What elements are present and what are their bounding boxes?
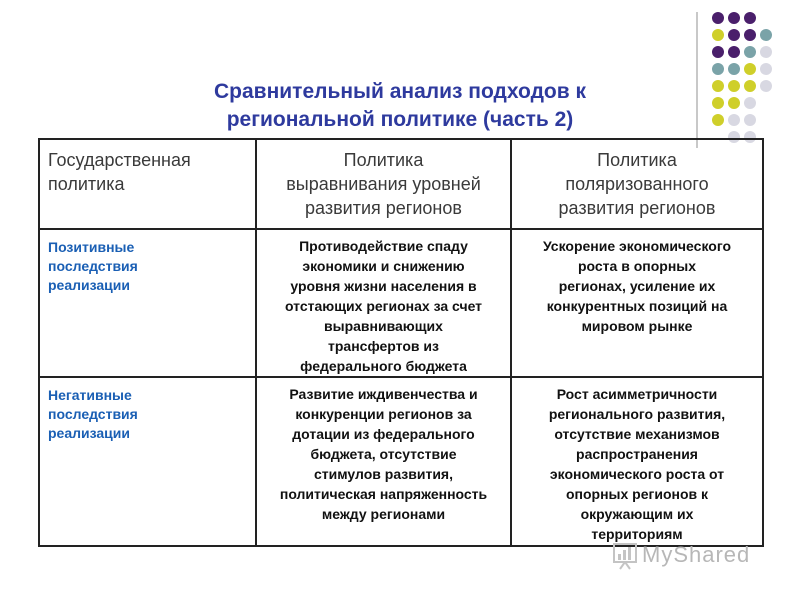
header-text: Политика [343, 150, 424, 170]
cell-text-line: конкуренции регионов за [295, 406, 472, 422]
cell-text-line: политическая напряженность [279, 486, 488, 502]
decorative-dot [728, 63, 740, 75]
cell-text-line: распространения [576, 446, 698, 462]
cell-text-line: стимулов развития, [314, 466, 453, 482]
header-text: политика [48, 174, 125, 194]
cell-text-line: отстающих регионах за счет [284, 298, 483, 314]
decorative-dot [760, 46, 772, 58]
cell-text-line: регионах, усиление их [558, 278, 716, 294]
cell-text-line: федерального бюджета [300, 358, 467, 374]
cell-text-line: дотации из федерального [292, 426, 475, 442]
header-cell-state-policy [39, 139, 256, 229]
table-cell [511, 229, 763, 377]
decorative-divider-line [696, 12, 698, 148]
comparison-table [38, 138, 764, 547]
table-header-row [39, 139, 763, 229]
row-label-text: последствия [48, 258, 138, 274]
cell-text-line: бюджета, отсутствие [310, 446, 457, 462]
cell-text-line: выравнивающих [324, 318, 443, 334]
cell-text-line: конкурентных позиций на [546, 298, 728, 314]
decorative-dot [712, 114, 724, 126]
row-label-text: реализации [48, 277, 131, 293]
decorative-dot [728, 114, 740, 126]
table-row-negative [39, 377, 763, 546]
header-text: выравнивания уровней [286, 174, 481, 194]
cell-text-line: мировом рынке [581, 318, 693, 334]
decorative-dot [728, 12, 740, 24]
header-text: развития регионов [305, 198, 462, 218]
cell-text-line: Развитие иждивенчества и [289, 386, 478, 402]
decorative-dot [744, 80, 756, 92]
cell-text-line: между регионами [321, 506, 446, 522]
decorative-dot [712, 12, 724, 24]
cell-text-line: Ускорение экономического [542, 238, 732, 254]
decorative-dot [712, 46, 724, 58]
title-line-2: региональной политике (часть 2) [226, 108, 574, 131]
decorative-dot [744, 63, 756, 75]
cell-text-line: территориям [591, 526, 683, 542]
cell-text-line: экономического роста от [549, 466, 725, 482]
decorative-dot [744, 97, 756, 109]
row-label-text: реализации [48, 425, 131, 441]
decorative-dot [760, 29, 772, 41]
watermark-text: MyShared [642, 542, 751, 567]
row-label-text: последствия [48, 406, 138, 422]
page-title [120, 78, 680, 134]
header-text: развития регионов [558, 198, 716, 218]
cell-text-line: роста в опорных [577, 258, 697, 274]
cell-text-line: окружающим их [580, 506, 694, 522]
decorative-dot [728, 46, 740, 58]
table-row-positive [39, 229, 763, 377]
row-label-text: Негативные [48, 387, 132, 403]
cell-text-line: Рост асимметричности [556, 386, 718, 402]
decorative-dot [712, 63, 724, 75]
decorative-dot [728, 97, 740, 109]
cell-text-line: регионального развития, [548, 406, 726, 422]
cell-text-line: опорных регионов к [565, 486, 709, 502]
decorative-dot [760, 80, 772, 92]
decorative-dot [712, 80, 724, 92]
cell-text-line: трансфертов из [328, 338, 439, 354]
cell-text-line: экономики и снижению [302, 258, 465, 274]
row-label-cell [39, 229, 256, 377]
watermark-chart-icon [612, 540, 638, 570]
decorative-dot [744, 114, 756, 126]
decorative-dot [712, 97, 724, 109]
table-cell [256, 377, 511, 546]
header-cell-polarized-policy [511, 139, 763, 229]
row-label-cell [39, 377, 256, 546]
header-cell-equalization-policy [256, 139, 511, 229]
header-text: Государственная [48, 150, 191, 170]
row-label-text: Позитивные [48, 239, 135, 255]
table-cell [256, 229, 511, 377]
header-text: Политика [597, 150, 677, 170]
decorative-dot [728, 80, 740, 92]
decorative-dot [744, 29, 756, 41]
decorative-dot [760, 63, 772, 75]
cell-text-line: уровня жизни населения в [290, 278, 477, 294]
cell-text-line: Противодействие спаду [299, 238, 468, 254]
title-line-1: Сравнительный анализ подходов к [213, 80, 586, 103]
table-cell [511, 377, 763, 546]
cell-text-line: отсутствие механизмов [554, 426, 720, 442]
decorative-dot [728, 29, 740, 41]
decorative-dot [712, 29, 724, 41]
decorative-dot [744, 46, 756, 58]
header-text: поляризованного [565, 174, 709, 194]
decorative-dot [744, 12, 756, 24]
